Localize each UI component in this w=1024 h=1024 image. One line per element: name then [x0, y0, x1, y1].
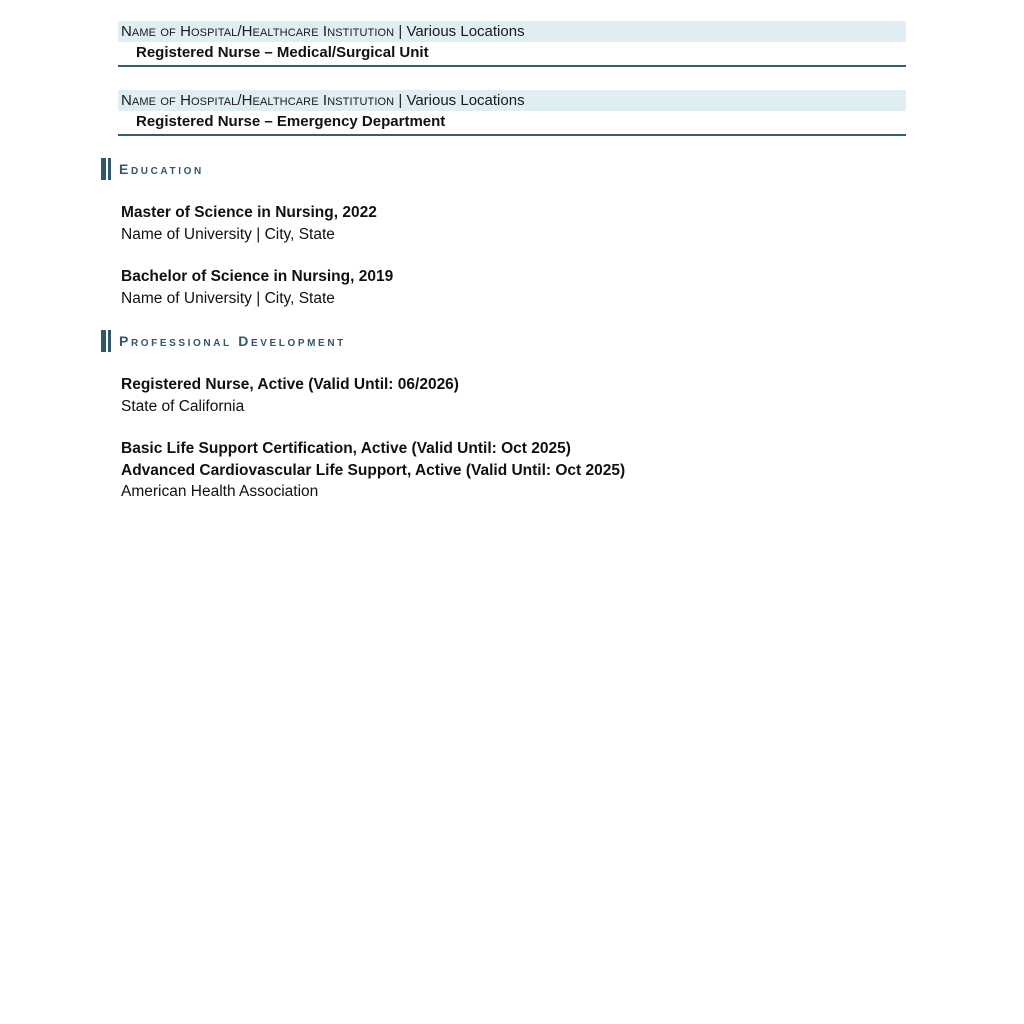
certification-issuer: State of California [121, 397, 245, 415]
school: Name of University | City, State [121, 225, 335, 243]
certification-title: Registered Nurse, Active (Valid Until: 06/2026) [121, 376, 459, 393]
experience-entry [118, 90, 906, 136]
section-marker-icon [101, 158, 111, 180]
section-title: Professional Development [119, 333, 346, 349]
certification-title: Advanced Cardiovascular Life Support, Active (Valid Until: Oct 2025) [121, 461, 626, 479]
school: Name of University | City, State [121, 289, 335, 307]
separator: | [398, 23, 403, 40]
institution-line [118, 21, 906, 42]
education-section-header [101, 158, 204, 180]
separator: | [398, 92, 403, 109]
job-title: Registered Nurse – Medical/Surgical Unit [118, 42, 906, 67]
education-entry [121, 266, 393, 309]
institution-location: Various Locations [406, 92, 525, 109]
degree: Bachelor of Science in Nursing, 2019 [121, 268, 394, 285]
section-title: Education [119, 161, 204, 177]
certification-entry [121, 438, 625, 503]
certification-issuer: American Health Association [121, 483, 319, 500]
professional-development-section-header [101, 330, 346, 352]
section-marker-icon [101, 330, 111, 352]
certification-entry [121, 374, 459, 417]
institution-name: Name of Hospital/Healthcare Institution [121, 92, 395, 109]
job-title: Registered Nurse – Emergency Department [118, 111, 906, 136]
experience-entry [118, 21, 906, 67]
education-entry [121, 202, 377, 245]
institution-location: Various Locations [406, 23, 525, 40]
institution-name: Name of Hospital/Healthcare Institution [121, 23, 395, 40]
degree: Master of Science in Nursing, 2022 [121, 204, 377, 221]
institution-line [118, 90, 906, 111]
certification-title: Basic Life Support Certification, Active (Valid Until: Oct 2025) [121, 440, 571, 457]
